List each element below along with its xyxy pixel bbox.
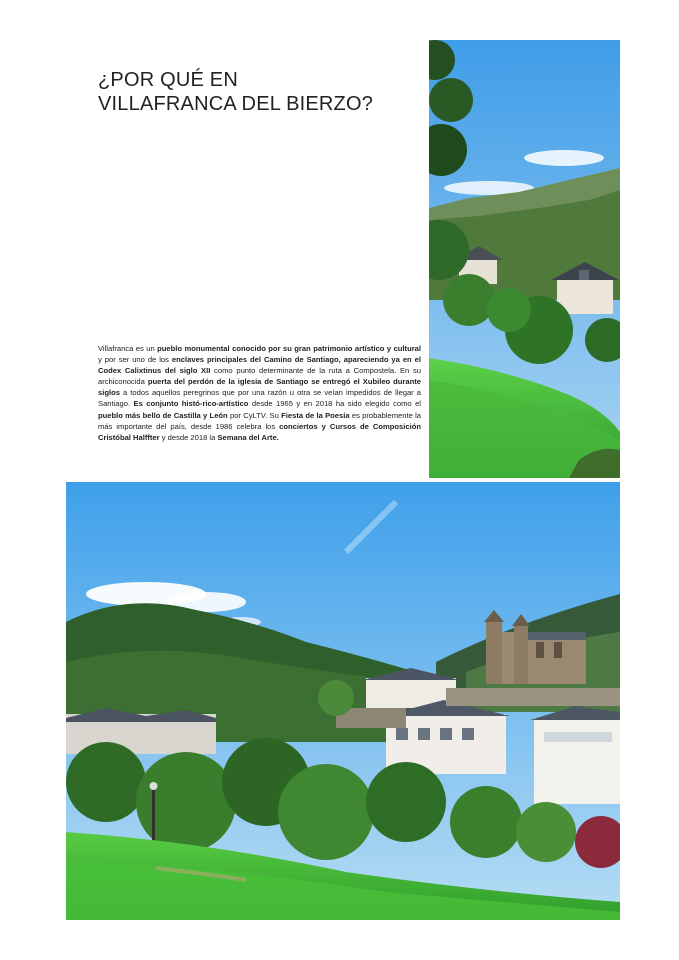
body-text-span: Villafranca es un	[98, 344, 158, 353]
page-title	[98, 68, 418, 116]
body-text-bold: conciertos y Cursos de Composición Cristóbal Halffter	[98, 421, 421, 442]
body-text-bold: enclaves principales del Camino de Santiago, apareciendo ya en el Codex Calixtinus del siglo XII	[98, 355, 421, 376]
photo-hillside	[429, 40, 620, 478]
body-text-span: y por ser uno de los	[98, 355, 172, 365]
body-text-span: como punto determinante de la ruta a Compostela. En su archiconocida	[98, 366, 421, 387]
hillside-illustration	[429, 40, 620, 478]
body-text-bold: puerta del perdón de la iglesia de Santiago se entregó el Xubileo durante siglos	[98, 377, 421, 398]
body-text-bold: pueblo más bello de Castilla y León	[98, 410, 228, 420]
body-text-span: es probablemente la más importante del país, desde 1986 celebra los	[98, 410, 421, 431]
body-text-span: y desde 2018 la	[159, 432, 218, 442]
body-text-span: a todos aquellos peregrinos que por una razón u otra se veían impedidos de llegar a Santiago.	[98, 388, 421, 409]
body-text-bold: pueblo monumental conocido por su gran patrimonio artístico y cultural	[157, 344, 421, 353]
village-illustration	[66, 482, 620, 920]
body-text-span: por CyLTV. Su	[227, 410, 282, 420]
title-line-2: VILLAFRANCA DEL BIERZO?	[98, 93, 374, 115]
body-text-span: desde 1965 y en 2018 ha sido elegido como el	[248, 399, 421, 409]
photo-village-panorama	[66, 482, 620, 920]
title-line-1: ¿POR QUÉ EN	[98, 69, 238, 91]
body-text-bold: Semana del Arte.	[217, 432, 279, 442]
body-paragraph	[98, 343, 421, 443]
body-text-bold: Fiesta de la Poesía	[281, 410, 350, 420]
body-text-bold: Es conjunto histó-rico-artístico	[133, 399, 249, 409]
